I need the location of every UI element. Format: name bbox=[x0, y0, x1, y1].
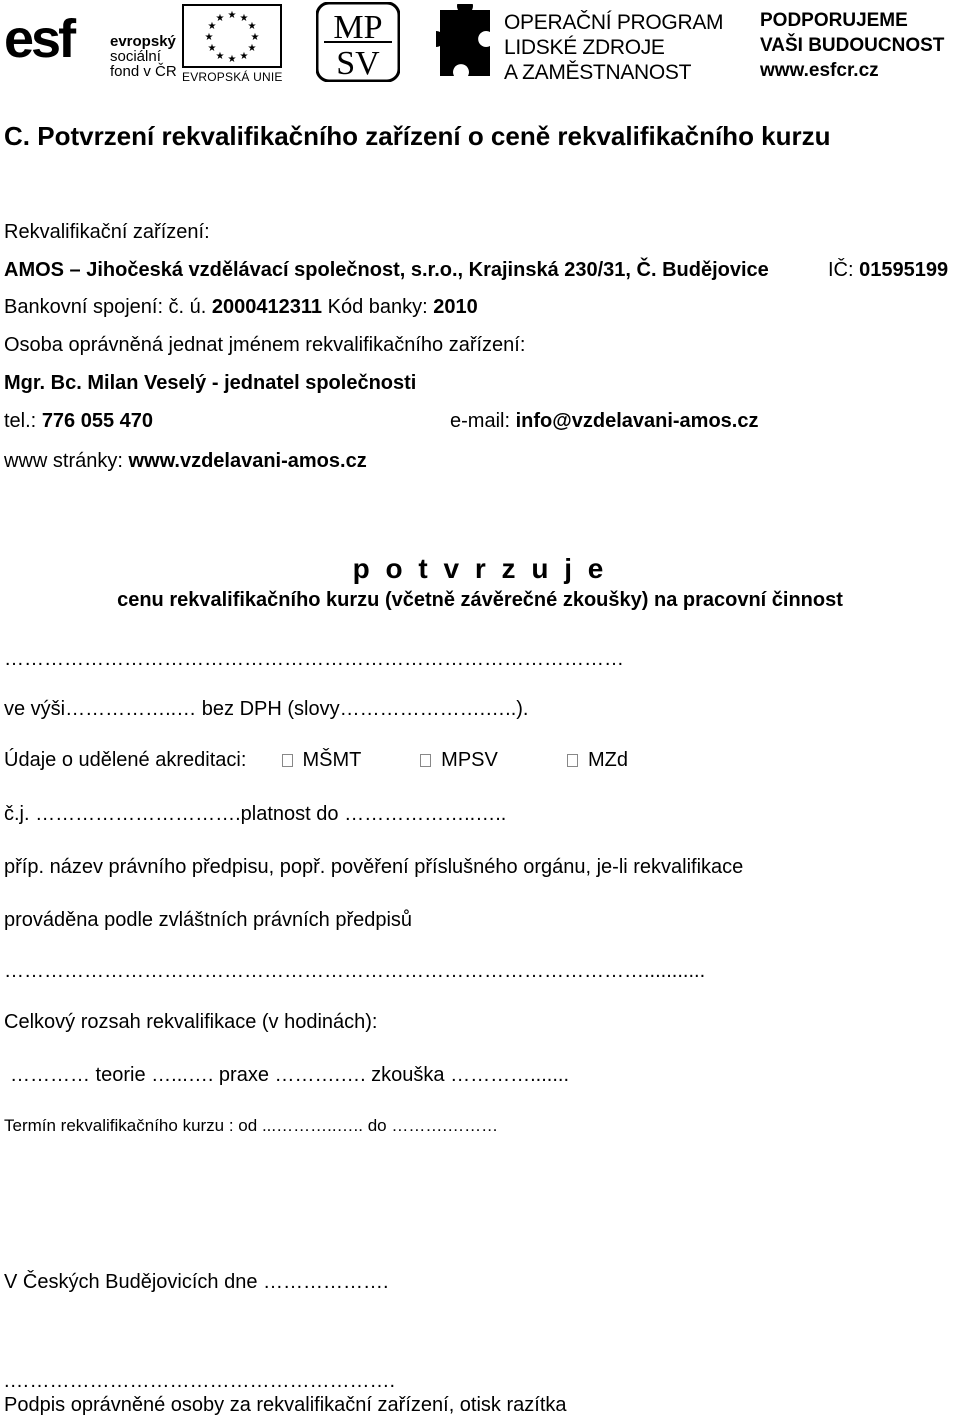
facility-label: Rekvalifikační zařízení: bbox=[4, 221, 210, 243]
web-label: www stránky: bbox=[4, 450, 123, 472]
accreditation-row bbox=[4, 749, 628, 772]
ic-value: 01595199 bbox=[859, 259, 949, 281]
bank-account: 2000412311 bbox=[211, 296, 323, 318]
email-value: info@vzdelavani-amos.cz bbox=[515, 410, 759, 432]
svg-text:★: ★ bbox=[215, 13, 225, 24]
hours-line: ………… teorie …...…. praxe ……….…. zkouška …………....... bbox=[10, 1064, 570, 1086]
checkbox-msmt[interactable] bbox=[282, 754, 293, 767]
svg-text:★: ★ bbox=[207, 21, 217, 32]
bank-code-label: Kód banky: bbox=[327, 296, 428, 318]
amount-line: ve výši……………..… bez DPH (slovy………………….…..). bbox=[4, 698, 529, 720]
esf-text bbox=[110, 34, 180, 79]
mpsv-logo bbox=[316, 2, 400, 82]
signature-dots: .…………………………………………………. bbox=[4, 1370, 396, 1392]
svg-text:★: ★ bbox=[250, 32, 260, 43]
bank-row bbox=[4, 296, 478, 319]
svg-text:★: ★ bbox=[239, 51, 249, 62]
svg-text:★: ★ bbox=[215, 51, 225, 62]
checkbox-mpsv[interactable] bbox=[420, 754, 431, 767]
svg-text:SV: SV bbox=[336, 45, 380, 82]
esf-line3: fond v ČR bbox=[110, 63, 177, 80]
hours-label: Celkový rozsah rekvalifikace (v hodinách): bbox=[4, 1011, 378, 1033]
accreditation-label: Údaje o udělené akreditaci: bbox=[4, 749, 247, 771]
eu-logo bbox=[182, 4, 286, 84]
person-label: Osoba oprávněná jednat jménem rekvalifikačního zařízení: bbox=[4, 334, 526, 356]
motto-text: PODPORUJEME VAŠI BUDOUCNOST www.esfcr.cz bbox=[760, 10, 945, 81]
svg-text:★: ★ bbox=[247, 43, 257, 54]
bank-code: 2010 bbox=[433, 296, 478, 318]
email-label: e-mail: bbox=[450, 410, 511, 432]
ic-label: IČ: bbox=[828, 259, 854, 281]
signature-label: Podpis oprávněné osoby za rekvalifikační zařízení, otisk razítka bbox=[4, 1394, 567, 1416]
eu-flag-icon bbox=[182, 4, 282, 68]
esf-mark: esf bbox=[4, 9, 74, 69]
web-row bbox=[4, 450, 367, 473]
tel-label: tel.: bbox=[4, 410, 37, 432]
op-text: OPERAČNÍ PROGRAM LIDSKÉ ZDROJE A ZAMĚSTNANOST bbox=[504, 11, 724, 84]
puzzle-icon bbox=[436, 4, 494, 82]
facility-name: AMOS – Jihočeská vzdělávací společnost, s.r.o., Krajinská 230/31, Č. Budějovice bbox=[4, 259, 769, 281]
page-title: C. Potvrzení rekvalifikačního zařízení o ceně rekvalifikačního kurzu bbox=[4, 121, 831, 151]
email-row bbox=[450, 410, 758, 433]
cj-line: č.j. ………………………….platnost do ………………..….. bbox=[4, 803, 507, 825]
checkbox-mzd[interactable] bbox=[567, 754, 578, 767]
regulation-dots: ……………………………………………………………………………………........... bbox=[4, 960, 706, 982]
activity-dots: ………………………………………………………………………………… bbox=[4, 648, 624, 670]
tel-row bbox=[4, 410, 153, 433]
option-mpsv: MPSV bbox=[441, 749, 498, 771]
esf-line2: sociální bbox=[110, 48, 161, 65]
option-mzd: MZd bbox=[587, 749, 628, 771]
svg-text:★: ★ bbox=[207, 43, 217, 54]
term-line: Termín rekvalifikačního kurzu : od ...………..….. do ……….……… bbox=[4, 1116, 499, 1135]
esf-logo bbox=[4, 6, 176, 86]
svg-text:★: ★ bbox=[204, 32, 214, 43]
confirm-heading: p o t v r z u j e bbox=[352, 553, 608, 584]
place-date: V Českých Budějovicích dne ………………. bbox=[4, 1271, 389, 1293]
regulation-line1: příp. název právního předpisu, popř. pověření příslušného orgánu, je-li rekvalifikace bbox=[4, 856, 744, 878]
svg-text:MP: MP bbox=[333, 9, 383, 46]
svg-text:★: ★ bbox=[227, 54, 237, 65]
tel-value: 776 055 470 bbox=[41, 410, 154, 432]
web-value: www.vzdelavani-amos.cz bbox=[128, 450, 367, 472]
person-name: Mgr. Bc. Milan Veselý - jednatel společnosti bbox=[4, 372, 417, 394]
esf-line1: evropský bbox=[110, 33, 176, 50]
confirm-subheading: cenu rekvalifikačního kurzu (včetně závěrečné zkoušky) na pracovní činnost bbox=[117, 589, 843, 611]
eu-label: EVROPSKÁ UNIE bbox=[182, 70, 283, 84]
ic-row bbox=[828, 259, 948, 282]
op-logo bbox=[436, 4, 736, 84]
bank-label: Bankovní spojení: č. ú. bbox=[4, 296, 207, 318]
regulation-line2: prováděna podle zvláštních právních předpisů bbox=[4, 909, 413, 931]
svg-text:★: ★ bbox=[247, 21, 257, 32]
svg-text:★: ★ bbox=[239, 13, 249, 24]
option-msmt: MŠMT bbox=[302, 749, 362, 771]
svg-text:★: ★ bbox=[227, 10, 237, 21]
